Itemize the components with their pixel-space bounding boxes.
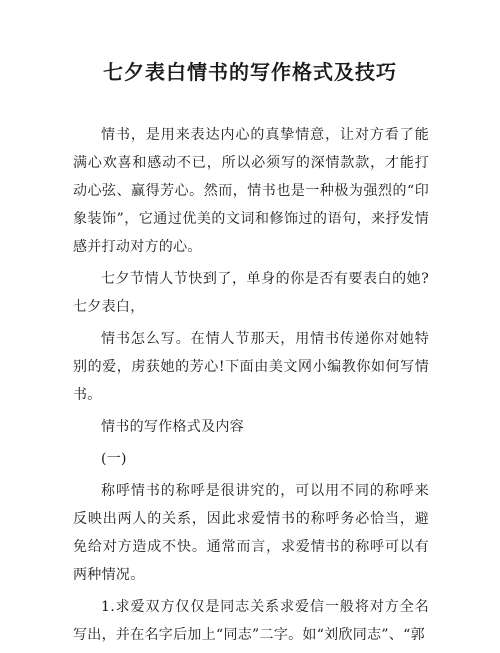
paragraph-item-1: 1.求爱双方仅仅是同志关系求爱信一般将对方全名写出，并在名字后加上“同志”二字。如“刘欣同志”、“郭 [73, 599, 429, 643]
section-heading: 情书的写作格式及内容 [101, 419, 244, 435]
paragraph-qixi: 七夕节情人节快到了，单身的你是否有要表白的她?七夕表白， [73, 271, 429, 315]
document-body [73, 121, 429, 653]
paragraph-salutation: 称呼情书的称呼是很讲究的，可以用不同的称呼来反映出两人的关系，因此求爱情书的称呼务必恰当，避免给对方造成不快。通常而言，求爱情书的称呼可以有两种情况。 [73, 483, 429, 583]
document-title: 七夕表白情书的写作格式及技巧 [103, 60, 397, 84]
paragraph-intro: 情书，是用来表达内心的真挚情意，让对方看了能满心欢喜和感动不已，所以必须写的深情款款，才能打动心弦、赢得芳心。然而，情书也是一种极为强烈的“印象装饰”，它通过优美的文词和修饰过的语句，来抒发情感并打动对方的心。 [73, 127, 429, 255]
subsection-number: (一) [101, 451, 127, 467]
paragraph-how-to-write: 情书怎么写。在情人节那天，用情书传递你对她特别的爱，虏获她的芳心!下面由美文网小编教你如何写情书。 [73, 331, 429, 403]
